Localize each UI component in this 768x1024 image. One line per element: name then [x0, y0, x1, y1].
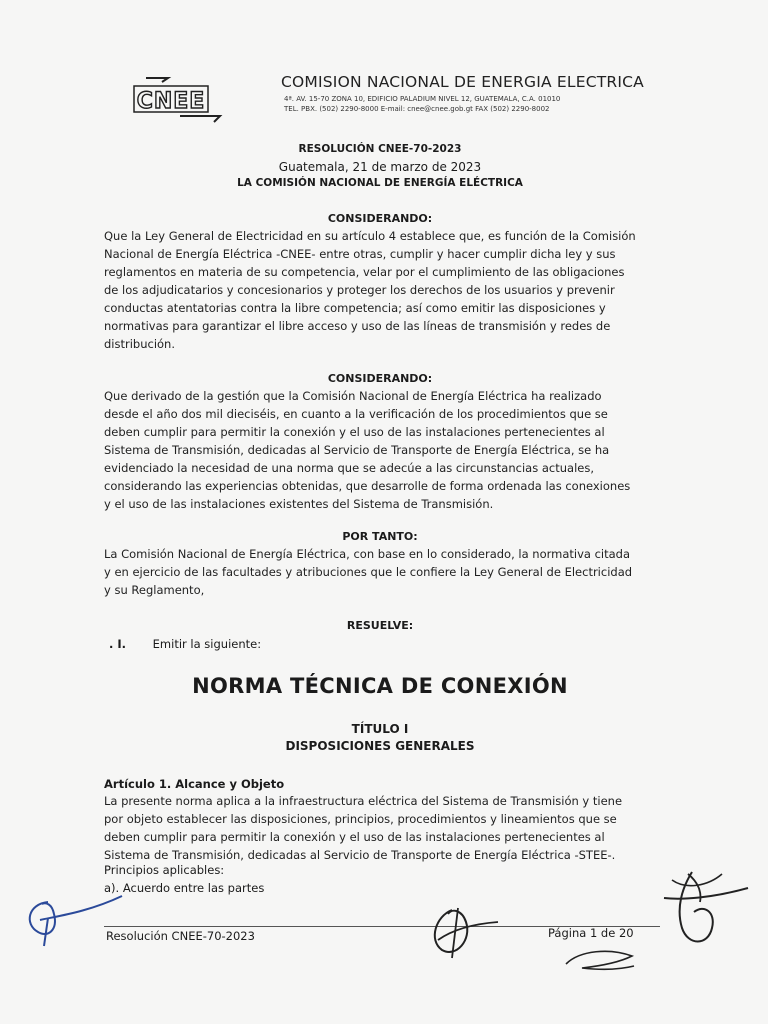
considerando-heading-1: CONSIDERANDO: [327, 212, 433, 225]
considerando-paragraph-1 [104, 227, 660, 353]
resolution-date: Guatemala, 21 de marzo de 2023 [278, 160, 482, 174]
principio-item-a: a). Acuerdo entre las partes [104, 881, 265, 895]
resuelve-item [109, 637, 261, 651]
considerando-paragraph-2 [104, 387, 660, 513]
portanto-paragraph [104, 545, 660, 599]
paragraph-line: distribución. [104, 337, 176, 351]
principios-label: Principios aplicables: [104, 863, 225, 877]
paragraph-line: Sistema de Transmisión, dedicadas al Servicio de Transporte de Energía Eléctrica, se ha [104, 443, 610, 457]
footer-page-number: Página 1 de 20 [548, 926, 634, 940]
item-number: . I. [109, 637, 127, 651]
paragraph-line: Que derivado de la gestión que la Comisión Nacional de Energía Eléctrica ha realizado [104, 389, 602, 403]
disposiciones-heading: DISPOSICIONES GENERALES [285, 739, 475, 753]
item-text: Emitir la siguiente: [152, 637, 262, 651]
address-line-2: TEL. PBX. (502) 2290-8000 E-mail: cnee@cnee.gob.gt FAX (502) 2290-8002 [284, 105, 550, 113]
resuelve-heading: RESUELVE: [346, 619, 414, 632]
signature-center [422, 900, 502, 962]
paragraph-line: Nacional de Energía Eléctrica -CNEE- entre otras, cumplir y hacer cumplir dicha ley y sus [104, 247, 616, 261]
paragraph-line: de los adjudicatarios y concesionarios y proteger los derechos de los usuarios y prevenir [104, 283, 615, 297]
paragraph-line: y en ejercicio de las facultades y atribuciones que le confiere la Ley General de Electricidad [104, 565, 633, 579]
paragraph-line: La presente norma aplica a la infraestructura eléctrica del Sistema de Transmisión y tiene [104, 794, 623, 808]
paragraph-line: desde el año dos mil dieciséis, en cuanto a la verificación de los procedimientos que se [104, 407, 608, 421]
articulo-heading: Artículo 1. Alcance y Objeto [104, 777, 285, 791]
articulo-paragraph [104, 792, 660, 864]
cnee-logo [124, 72, 228, 126]
address-line-1: 4ª. AV. 15-70 ZONA 10, EDIFICIO PALADIUM NIVEL 12, GUATEMALA, C.A. 01010 [284, 95, 561, 103]
resolution-title: RESOLUCIÓN CNEE-70-2023 [298, 143, 462, 155]
signature-right [652, 868, 752, 958]
svg-text:CNEE: CNEE [136, 89, 206, 114]
paragraph-line: deben cumplir para permitir la conexión y el uso de las instalaciones pertenecientes al [104, 830, 605, 844]
initials-signature-left [18, 890, 128, 950]
initials-bottom [560, 944, 640, 976]
portanto-heading: POR TANTO: [342, 530, 418, 543]
norma-title: NORMA TÉCNICA DE CONEXIÓN [192, 674, 568, 698]
paragraph-line: Sistema de Transmisión, dedicadas al Servicio de Transporte de Energía Eléctrica -STEE-. [104, 848, 616, 862]
considerando-heading-2: CONSIDERANDO: [327, 372, 433, 385]
paragraph-line: por objeto establecer las disposiciones, principios, procedimientos y lineamientos que se [104, 812, 617, 826]
paragraph-line: reglamentos en materia de su competencia, velar por el cumplimiento de las obligaciones [104, 265, 625, 279]
paragraph-line: La Comisión Nacional de Energía Eléctrica, con base en lo considerado, la normativa citada [104, 547, 631, 561]
paragraph-line: considerando las experiencias obtenidas, que desarrolle de forma ordenada las conexiones [104, 479, 631, 493]
paragraph-line: y su Reglamento, [104, 583, 205, 597]
paragraph-line: conductas atentatorias contra la libre competencia; así como emitir las disposiciones y [104, 301, 606, 315]
resolution-commission: LA COMISIÓN NACIONAL DE ENERGÍA ELÉCTRICA [237, 177, 523, 189]
paragraph-line: Que la Ley General de Electricidad en su artículo 4 establece que, es función de la Comisión [104, 229, 636, 243]
paragraph-line: evidenciado la necesidad de una norma que se adecúe a las circunstancias actuales, [104, 461, 594, 475]
paragraph-line: deben cumplir para permitir la conexión y el uso de las instalaciones pertenecientes al [104, 425, 605, 439]
titulo-heading: TÍTULO I [351, 722, 409, 736]
paragraph-line: y el uso de las instalaciones existentes del Sistema de Transmisión. [104, 497, 494, 511]
org-name: COMISION NACIONAL DE ENERGIA ELECTRICA [281, 73, 644, 91]
footer-resolution: Resolución CNEE-70-2023 [106, 929, 255, 943]
paragraph-line: normativas para garantizar el libre acceso y uso de las líneas de transmisión y redes de [104, 319, 611, 333]
